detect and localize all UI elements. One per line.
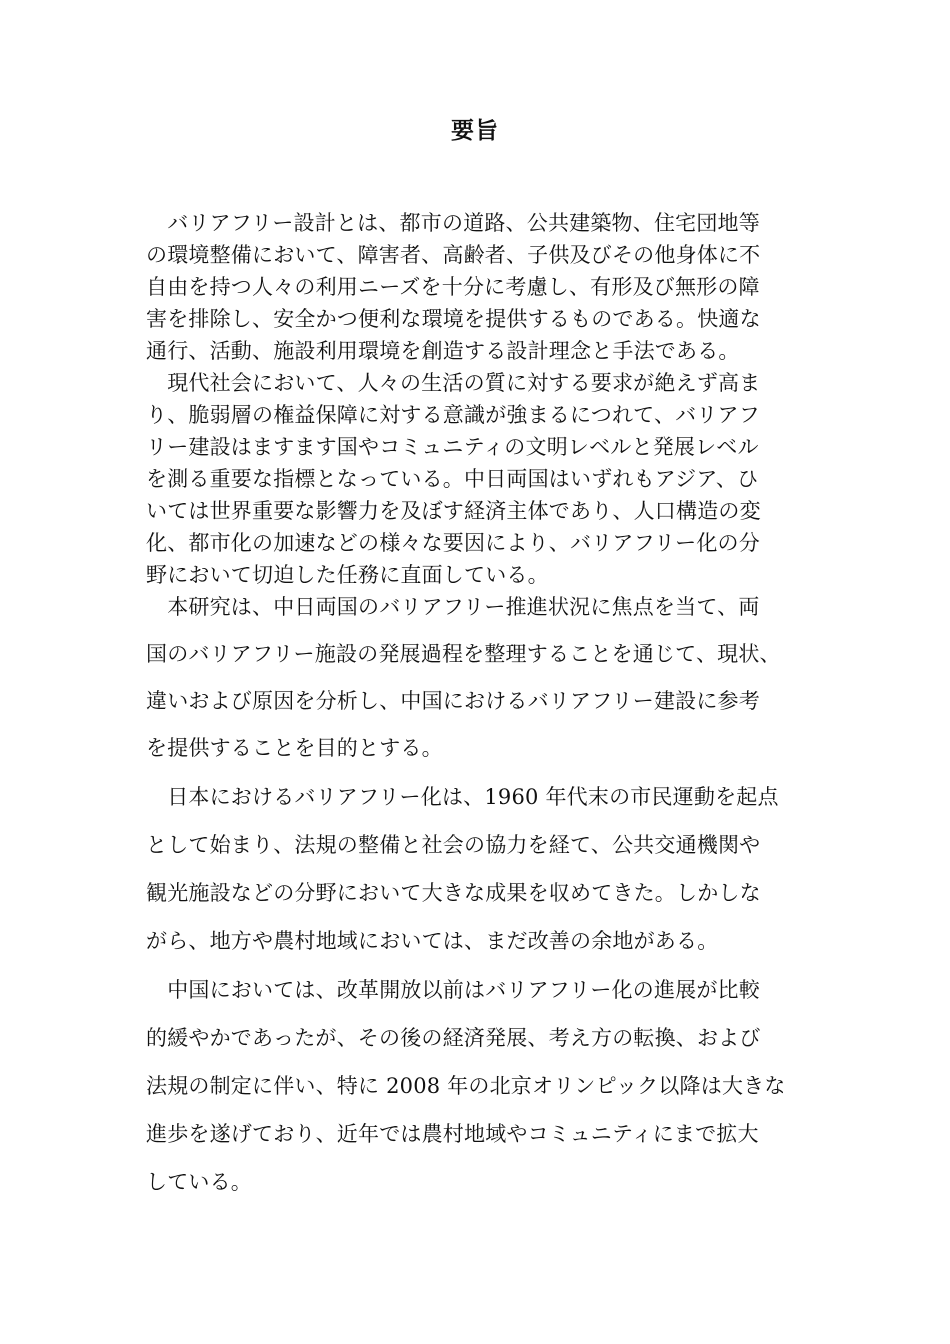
text-line: リー建設はますます国やコミュニティの文明レベルと発展レベル <box>146 435 759 459</box>
text-line: がら、地方や農村地域においては、まだ改善の余地がある。 <box>146 929 719 953</box>
text-line: 日本におけるバリアフリー化は、1960 年代末の市民運動を起点 <box>146 785 779 809</box>
text-line: 化、都市化の加速などの様々な要因により、バリアフリー化の分 <box>146 531 760 555</box>
text-line: を提供することを目的とする。 <box>146 736 443 760</box>
text-line: 害を排除し、安全かつ便利な環境を提供するものである。快適な <box>146 307 761 331</box>
text-line: を測る重要な指標となっている。中日両国はいずれもアジア、ひ <box>146 467 759 491</box>
text-line: 進歩を遂げており、近年では農村地域やコミュニティにまで拡大 <box>146 1122 759 1146</box>
text-line: 中国においては、改革開放以前はバリアフリー化の進展が比較 <box>146 978 760 1002</box>
text-line: 違いおよび原因を分析し、中国におけるバリアフリー建設に参考 <box>146 689 760 713</box>
text-line: として始まり、法規の整備と社会の協力を経て、公共交通機関や <box>146 833 761 857</box>
text-line: 観光施設などの分野において大きな成果を収めてきた。しかしな <box>146 881 761 905</box>
text-line: の環境整備において、障害者、高齢者、子供及びその他身体に不 <box>146 243 761 267</box>
text-line: 的緩やかであったが、その後の経済発展、考え方の転換、および <box>146 1026 761 1050</box>
text-line: 法規の制定に伴い、特に 2008 年の北京オリンピック以降は大きな <box>146 1074 786 1098</box>
text-line: 本研究は、中日両国のバリアフリー推進状況に焦点を当て、両 <box>146 595 760 619</box>
text-line: バリアフリー設計とは、都市の道路、公共建築物、住宅団地等 <box>146 211 760 235</box>
text-line: 現代社会において、人々の生活の質に対する要求が絶えず高ま <box>146 371 761 395</box>
text-line: 野において切迫した任務に直面している。 <box>146 563 549 587</box>
text-line: している。 <box>146 1170 252 1194</box>
text-line: 自由を持つ人々の利用ニーズを十分に考慮し、有形及び無形の障 <box>146 275 760 299</box>
text-line: り、脆弱層の権益保障に対する意識が強まるにつれて、バリアフ <box>146 403 760 427</box>
document-title: 要旨 <box>451 118 499 144</box>
text-line: 通行、活動、施設利用環境を創造する設計理念と手法である。 <box>146 339 740 363</box>
text-line: 国のバリアフリー施設の発展過程を整理することを通じて、現状、 <box>146 642 781 666</box>
text-line: いては世界重要な影響力を及ぼす経済主体であり、人口構造の変 <box>146 499 761 523</box>
